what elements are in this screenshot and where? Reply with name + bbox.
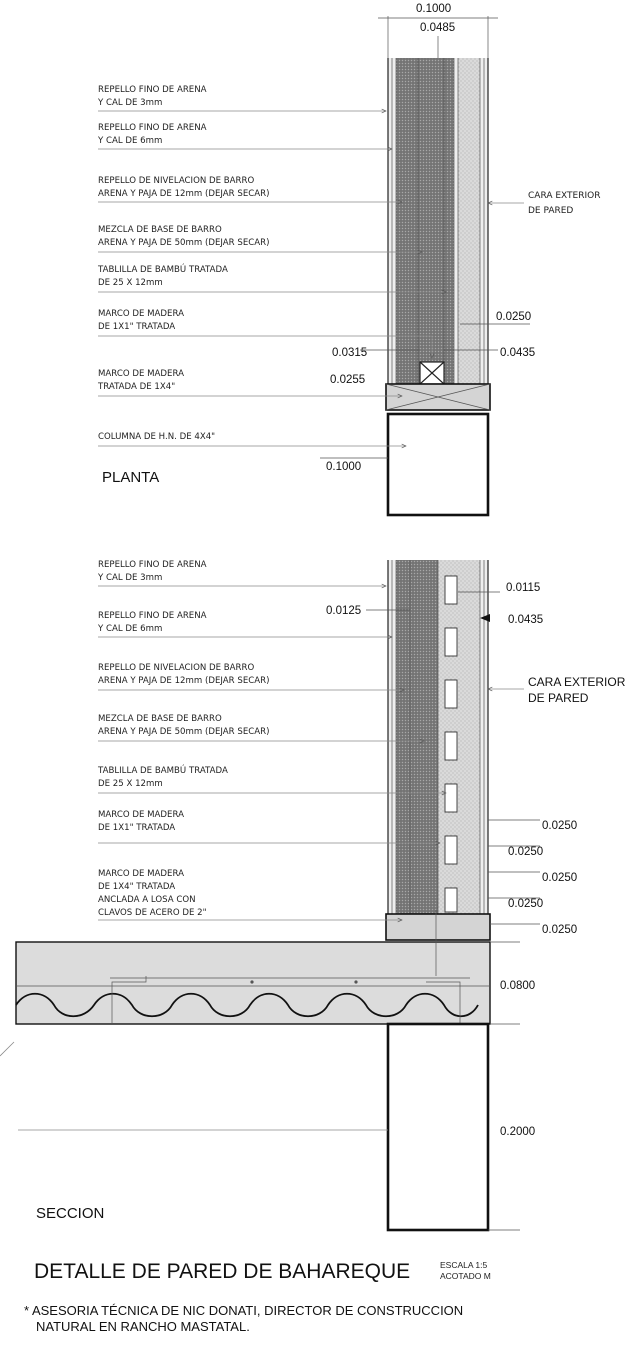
footer bbox=[24, 1260, 491, 1334]
svg-text:MEZCLA DE BASE DE BARRO: MEZCLA DE BASE DE BARRO bbox=[98, 225, 222, 235]
seccion-dim-0250-d: 0.0250 bbox=[508, 898, 544, 910]
seccion-column bbox=[0, 1024, 488, 1230]
svg-text:MARCO DE MADERA: MARCO DE MADERA bbox=[98, 869, 184, 879]
planta-label-base-barro bbox=[98, 225, 422, 252]
escala-label: ESCALA 1:5 bbox=[440, 1260, 488, 1270]
planta-label-columna bbox=[98, 432, 406, 446]
planta-dim-0315: 0.0315 bbox=[332, 347, 368, 359]
svg-text:ARENA Y PAJA DE 50mm (DEJAR SE: ARENA Y PAJA DE 50mm (DEJAR SECAR) bbox=[98, 727, 270, 737]
svg-text:DE 25 X 12mm: DE 25 X 12mm bbox=[98, 779, 163, 789]
svg-text:MARCO DE MADERA: MARCO DE MADERA bbox=[98, 810, 184, 820]
seccion-dim-0250-e: 0.0250 bbox=[542, 924, 578, 936]
seccion-wall bbox=[386, 560, 490, 940]
svg-text:REPELLO DE NIVELACION DE BARRO: REPELLO DE NIVELACION DE BARRO bbox=[98, 663, 255, 673]
seccion-dim-2000: 0.2000 bbox=[500, 1126, 536, 1138]
seccion-dim-0115: 0.0115 bbox=[506, 582, 541, 594]
svg-text:ARENA Y PAJA DE 12mm (DEJAR SE: ARENA Y PAJA DE 12mm (DEJAR SECAR) bbox=[98, 676, 270, 686]
seccion-dim-0250-c: 0.0250 bbox=[542, 872, 578, 884]
planta-wall bbox=[386, 58, 490, 515]
seccion-label-marco-1x4 bbox=[98, 869, 402, 920]
planta-dim-0435: 0.0435 bbox=[500, 347, 536, 359]
svg-text:REPELLO FINO DE ARENA: REPELLO FINO DE ARENA bbox=[98, 560, 207, 570]
planta-dim-0250: 0.0250 bbox=[496, 311, 532, 323]
seccion-label-base-barro bbox=[98, 714, 424, 741]
planta-dim-0255: 0.0255 bbox=[330, 374, 366, 386]
planta-labels bbox=[97, 85, 600, 446]
svg-text:Y CAL DE 6mm: Y CAL DE 6mm bbox=[98, 624, 163, 634]
seccion-dim-0125: 0.0125 bbox=[326, 605, 362, 617]
svg-text:REPELLO FINO DE ARENA: REPELLO FINO DE ARENA bbox=[98, 611, 207, 621]
svg-text:Y CAL DE 3mm: Y CAL DE 3mm bbox=[98, 573, 163, 583]
seccion-title: SECCION bbox=[36, 1205, 105, 1222]
planta-title: PLANTA bbox=[102, 469, 160, 486]
svg-text:DE PARED: DE PARED bbox=[528, 691, 589, 705]
svg-text:ARENA Y PAJA DE 12mm (DEJAR SE: ARENA Y PAJA DE 12mm (DEJAR SECAR) bbox=[98, 189, 270, 199]
svg-text:MARCO DE MADERA: MARCO DE MADERA bbox=[98, 369, 184, 379]
svg-text:TABLILLA DE BAMBÚ TRATADA: TABLILLA DE BAMBÚ TRATADA bbox=[98, 766, 228, 776]
svg-text:CLAVOS DE ACERO DE 2": CLAVOS DE ACERO DE 2" bbox=[98, 908, 207, 918]
svg-text:Y CAL DE 3mm: Y CAL DE 3mm bbox=[98, 98, 163, 108]
svg-text:TRATADA DE 1X4": TRATADA DE 1X4" bbox=[98, 382, 176, 392]
svg-text:ANCLADA A LOSA CON: ANCLADA A LOSA CON bbox=[98, 895, 196, 905]
svg-text:Y CAL DE 6mm: Y CAL DE 6mm bbox=[98, 136, 163, 146]
planta-label-repello-3mm bbox=[97, 85, 386, 111]
planta-label-nivelacion bbox=[98, 176, 402, 202]
seccion-labels bbox=[97, 560, 626, 920]
svg-text:MEZCLA DE BASE DE BARRO: MEZCLA DE BASE DE BARRO bbox=[98, 714, 222, 724]
seccion-dim-0250-a: 0.0250 bbox=[542, 820, 578, 832]
credit-note-line-2: NATURAL EN RANCHO MASTATAL. bbox=[36, 1319, 250, 1334]
dim-top-width: 0.1000 bbox=[416, 3, 452, 15]
svg-text:REPELLO FINO DE ARENA: REPELLO FINO DE ARENA bbox=[98, 85, 207, 95]
seccion-dim-0435: 0.0435 bbox=[508, 614, 544, 626]
planta-label-marco-1x1 bbox=[98, 309, 432, 358]
svg-text:DE 1X4" TRATADA: DE 1X4" TRATADA bbox=[98, 882, 176, 892]
svg-text:COLUMNA DE H.N. DE 4X4": COLUMNA DE H.N. DE 4X4" bbox=[98, 432, 216, 442]
credit-note-line-1: * ASESORIA TÉCNICA DE NIC DONATI, DIRECTOR DE CONSTRUCCION bbox=[24, 1303, 464, 1318]
planta-cara-exterior bbox=[488, 191, 600, 216]
seccion-label-repello-3mm bbox=[97, 560, 386, 586]
seccion-dim-0800: 0.0800 bbox=[500, 980, 536, 992]
svg-text:CARA EXTERIOR: CARA EXTERIOR bbox=[528, 191, 601, 201]
svg-text:DE PARED: DE PARED bbox=[528, 206, 574, 216]
svg-text:DE 25 X 12mm: DE 25 X 12mm bbox=[98, 278, 163, 288]
acotado-label: ACOTADO M bbox=[440, 1271, 491, 1281]
svg-text:TABLILLA DE BAMBÚ TRATADA: TABLILLA DE BAMBÚ TRATADA bbox=[98, 265, 228, 275]
top-dimensions bbox=[378, 3, 498, 58]
svg-text:DE 1X1" TRATADA: DE 1X1" TRATADA bbox=[98, 322, 176, 332]
svg-text:DE 1X1" TRATADA: DE 1X1" TRATADA bbox=[98, 823, 176, 833]
svg-text:CARA EXTERIOR: CARA EXTERIOR bbox=[528, 675, 626, 689]
svg-text:REPELLO FINO DE ARENA: REPELLO FINO DE ARENA bbox=[98, 123, 207, 133]
planta-label-repello-6mm bbox=[97, 123, 392, 149]
seccion-cara-exterior bbox=[488, 675, 626, 705]
seccion-dim-0250-b: 0.0250 bbox=[508, 846, 544, 858]
drawing-title: DETALLE DE PARED DE BAHAREQUE bbox=[34, 1260, 411, 1283]
svg-text:MARCO DE MADERA: MARCO DE MADERA bbox=[98, 309, 184, 319]
seccion-label-nivelacion bbox=[98, 663, 404, 690]
planta-dim-1000: 0.1000 bbox=[326, 461, 362, 473]
svg-text:ARENA Y PAJA DE 50mm (DEJAR SE: ARENA Y PAJA DE 50mm (DEJAR SECAR) bbox=[98, 238, 270, 248]
dim-top-layer: 0.0485 bbox=[420, 22, 456, 34]
svg-text:REPELLO DE NIVELACION DE BARRO: REPELLO DE NIVELACION DE BARRO bbox=[98, 176, 255, 186]
